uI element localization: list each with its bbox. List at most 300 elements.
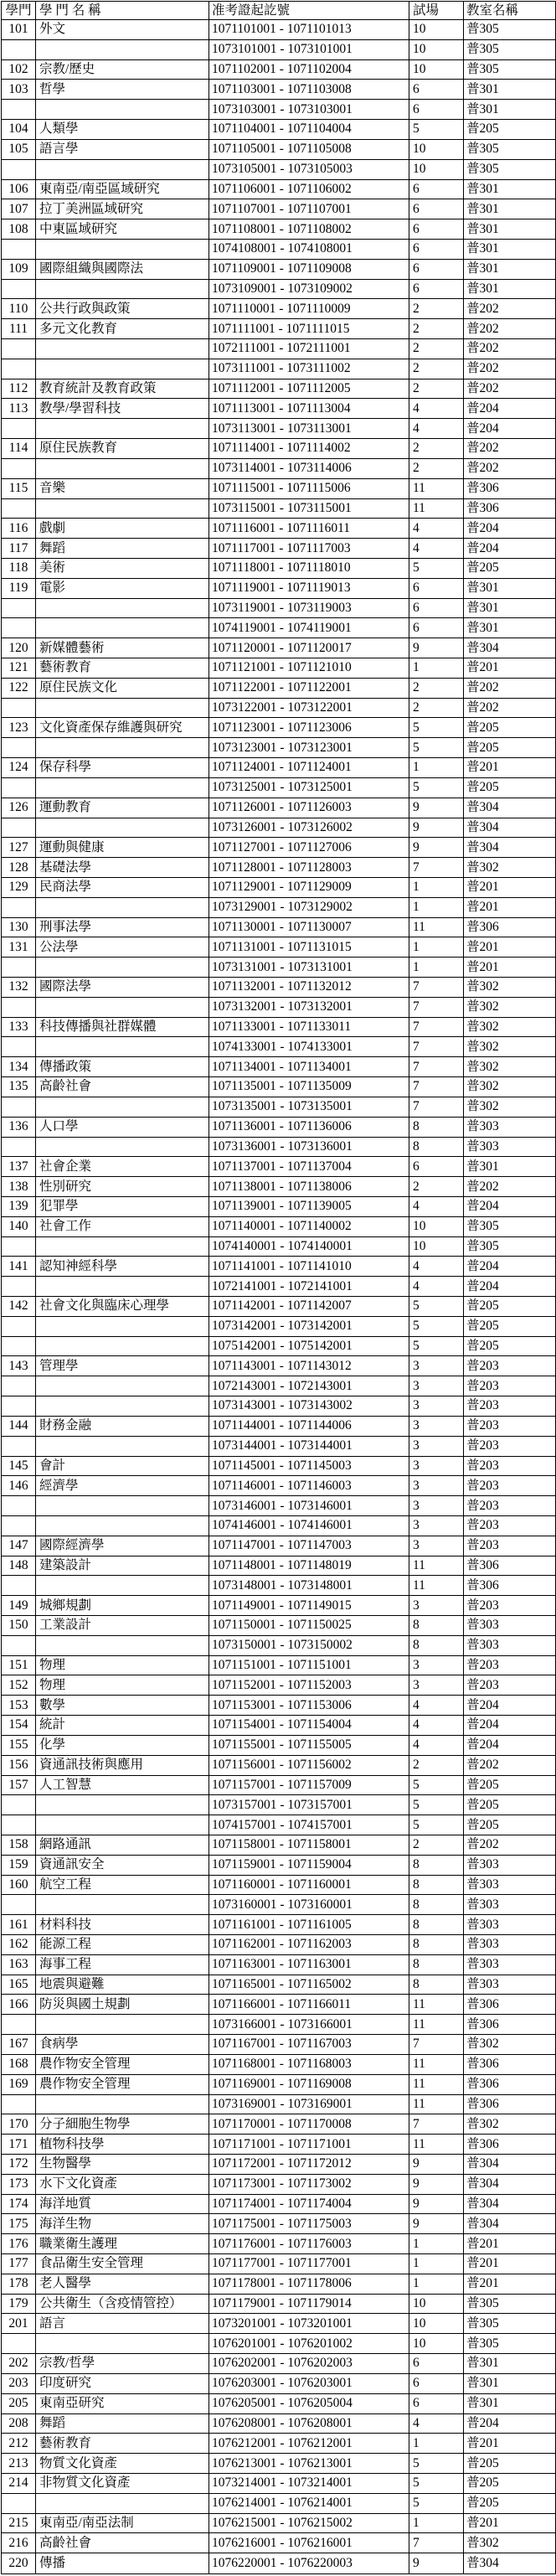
- table-row: [2, 2413, 556, 2434]
- cell-ticket-range: 1073144001 - 1073144001: [209, 1436, 409, 1456]
- cell-classroom: 普303: [464, 1875, 556, 1895]
- cell-classroom: 普301: [464, 179, 556, 199]
- cell-field-name: [36, 818, 209, 838]
- cell-field-code: 174: [2, 2194, 36, 2214]
- cell-exam-room: 6: [409, 2373, 464, 2393]
- cell-ticket-range: 1073160001 - 1073160001: [209, 1895, 409, 1915]
- table-row: [2, 439, 556, 459]
- table-row: [2, 458, 556, 478]
- cell-field-code: 108: [2, 219, 36, 240]
- cell-classroom: 普203: [464, 1596, 556, 1616]
- header-field-name: 學 門 名 稱: [36, 2, 209, 20]
- cell-exam-room: 11: [409, 917, 464, 937]
- cell-ticket-range: 1071162001 - 1071162003: [209, 1935, 409, 1955]
- cell-ticket-range: 1073169001 - 1073169001: [209, 2094, 409, 2114]
- cell-ticket-range: 1074133001 - 1074133001: [209, 1037, 409, 1057]
- cell-field-code: 201: [2, 2314, 36, 2334]
- cell-field-name: 建築設計: [36, 1556, 209, 1576]
- cell-classroom: 普302: [464, 997, 556, 1017]
- table-row: [2, 877, 556, 897]
- table-row: [2, 1775, 556, 1795]
- table-row: [2, 1416, 556, 1436]
- cell-field-code: [2, 777, 36, 798]
- table-row: [2, 120, 556, 140]
- cell-exam-room: 5: [409, 738, 464, 758]
- cell-ticket-range: 1073201001 - 1073201001: [209, 2314, 409, 2334]
- cell-field-name: 統計: [36, 1716, 209, 1736]
- cell-field-name: [36, 2334, 209, 2354]
- table-row: [2, 359, 556, 379]
- cell-field-code: 140: [2, 1216, 36, 1236]
- table-row: [2, 838, 556, 858]
- cell-classroom: 普204: [464, 1716, 556, 1736]
- cell-classroom: 普205: [464, 1316, 556, 1336]
- table-row: [2, 2094, 556, 2114]
- exam-seating-sheet: [1, 1, 555, 2574]
- cell-classroom: 普306: [464, 1576, 556, 1596]
- cell-field-code: 146: [2, 1476, 36, 1496]
- cell-field-code: 149: [2, 1596, 36, 1616]
- cell-field-code: [2, 279, 36, 299]
- table-row: [2, 2214, 556, 2234]
- cell-exam-room: 4: [409, 1735, 464, 1755]
- cell-classroom: 普202: [464, 339, 556, 359]
- cell-field-code: [2, 1277, 36, 1297]
- cell-field-code: 157: [2, 1775, 36, 1795]
- cell-field-name: 拉丁美洲區域研究: [36, 199, 209, 219]
- cell-ticket-range: 1073122001 - 1073122001: [209, 698, 409, 718]
- cell-ticket-range: 1071152001 - 1071152003: [209, 1675, 409, 1696]
- cell-exam-room: 6: [409, 80, 464, 100]
- cell-ticket-range: 1071127001 - 1071127006: [209, 838, 409, 858]
- table-row: [2, 1436, 556, 1456]
- table-row: [2, 2533, 556, 2553]
- cell-field-name: 公共行政與政策: [36, 299, 209, 319]
- cell-field-code: 166: [2, 1995, 36, 2015]
- cell-classroom: 普302: [464, 1097, 556, 1117]
- cell-field-code: 216: [2, 2533, 36, 2553]
- cell-field-code: 176: [2, 2234, 36, 2254]
- cell-classroom: 普301: [464, 2354, 556, 2374]
- cell-exam-room: 8: [409, 1117, 464, 1137]
- cell-classroom: 普204: [464, 2413, 556, 2434]
- table-row: [2, 2074, 556, 2094]
- table-row: [2, 100, 556, 120]
- table-row: [2, 738, 556, 758]
- cell-field-name: [36, 1037, 209, 1057]
- cell-field-name: 犯罪學: [36, 1196, 209, 1216]
- cell-ticket-range: 1072141001 - 1072141001: [209, 1277, 409, 1297]
- cell-field-name: 語言: [36, 2314, 209, 2334]
- table-row: [2, 1815, 556, 1835]
- cell-field-name: [36, 279, 209, 299]
- table-row: [2, 638, 556, 658]
- cell-classroom: 普301: [464, 1157, 556, 1177]
- table-row: [2, 1316, 556, 1336]
- cell-ticket-range: 1071126001 - 1071126003: [209, 798, 409, 818]
- cell-ticket-range: 1074157001 - 1074157001: [209, 1815, 409, 1835]
- cell-exam-room: 6: [409, 618, 464, 638]
- cell-classroom: 普306: [464, 2135, 556, 2155]
- cell-field-code: 205: [2, 2393, 36, 2413]
- cell-exam-room: 6: [409, 259, 464, 279]
- cell-exam-room: 4: [409, 1696, 464, 1716]
- cell-classroom: 普202: [464, 359, 556, 379]
- cell-field-name: 科技傳播與社群媒體: [36, 1017, 209, 1037]
- cell-ticket-range: 1076208001 - 1076208001: [209, 2413, 409, 2434]
- table-row: [2, 2015, 556, 2035]
- cell-exam-room: 10: [409, 2334, 464, 2354]
- table-row: [2, 1137, 556, 1157]
- cell-exam-room: 10: [409, 139, 464, 159]
- table-row: [2, 1515, 556, 1536]
- cell-field-code: [2, 1236, 36, 1257]
- cell-field-name: 物質文化資產: [36, 2454, 209, 2474]
- cell-exam-room: 11: [409, 1995, 464, 2015]
- cell-exam-room: 6: [409, 179, 464, 199]
- cell-classroom: 普301: [464, 578, 556, 598]
- cell-field-name: 老人醫學: [36, 2274, 209, 2294]
- cell-field-name: [36, 897, 209, 917]
- cell-ticket-range: 1072143001 - 1072143001: [209, 1376, 409, 1396]
- cell-ticket-range: 1071112001 - 1071112005: [209, 379, 409, 399]
- cell-classroom: 普306: [464, 2054, 556, 2074]
- cell-ticket-range: 1071130001 - 1071130007: [209, 917, 409, 937]
- cell-ticket-range: 1071114001 - 1071114002: [209, 439, 409, 459]
- cell-exam-room: 6: [409, 239, 464, 259]
- cell-classroom: 普304: [464, 798, 556, 818]
- cell-field-code: 124: [2, 758, 36, 778]
- cell-field-code: 147: [2, 1536, 36, 1556]
- table-row: [2, 279, 556, 299]
- table-row: [2, 1975, 556, 1995]
- cell-field-name: [36, 1496, 209, 1516]
- table-row: [2, 1476, 556, 1496]
- cell-ticket-range: 1076215001 - 1076215002: [209, 2513, 409, 2533]
- cell-ticket-range: 1071103001 - 1071103008: [209, 80, 409, 100]
- cell-field-code: 202: [2, 2354, 36, 2374]
- cell-ticket-range: 1071138001 - 1071138006: [209, 1177, 409, 1197]
- cell-ticket-range: 1071169001 - 1071169008: [209, 2074, 409, 2094]
- cell-field-code: [2, 1316, 36, 1336]
- table-row: [2, 818, 556, 838]
- cell-classroom: 普305: [464, 39, 556, 59]
- cell-exam-room: 6: [409, 1157, 464, 1177]
- cell-classroom: 普204: [464, 1277, 556, 1297]
- cell-ticket-range: 1071132001 - 1071132012: [209, 978, 409, 998]
- cell-ticket-range: 1071170001 - 1071170008: [209, 2114, 409, 2135]
- cell-exam-room: 6: [409, 578, 464, 598]
- cell-field-name: 職業衛生護理: [36, 2234, 209, 2254]
- cell-exam-room: 7: [409, 997, 464, 1017]
- table-row: [2, 2194, 556, 2214]
- cell-ticket-range: 1073105001 - 1073105003: [209, 159, 409, 179]
- cell-field-code: 141: [2, 1257, 36, 1277]
- cell-ticket-range: 1071146001 - 1071146003: [209, 1476, 409, 1496]
- cell-ticket-range: 1072111001 - 1072111001: [209, 339, 409, 359]
- cell-exam-room: 1: [409, 2254, 464, 2274]
- cell-ticket-range: 1071123001 - 1071123006: [209, 718, 409, 738]
- cell-exam-room: 10: [409, 59, 464, 80]
- cell-exam-room: 3: [409, 1476, 464, 1496]
- cell-ticket-range: 1076212001 - 1076212001: [209, 2434, 409, 2454]
- table-row: [2, 718, 556, 738]
- cell-ticket-range: 1073131001 - 1073131001: [209, 958, 409, 978]
- cell-field-code: 168: [2, 2054, 36, 2074]
- cell-exam-room: 4: [409, 419, 464, 439]
- cell-field-code: 126: [2, 798, 36, 818]
- cell-field-code: 159: [2, 1855, 36, 1875]
- table-row: [2, 139, 556, 159]
- table-row: [2, 917, 556, 937]
- cell-ticket-range: 1076213001 - 1076213001: [209, 2454, 409, 2474]
- cell-field-name: 管理學: [36, 1356, 209, 1376]
- table-row: [2, 1795, 556, 1815]
- table-row: [2, 1057, 556, 1077]
- table-row: [2, 2493, 556, 2513]
- cell-field-name: 傳播: [36, 2553, 209, 2574]
- cell-field-code: 101: [2, 20, 36, 40]
- cell-field-code: [2, 958, 36, 978]
- cell-field-name: 音樂: [36, 478, 209, 498]
- cell-ticket-range: 1073103001 - 1073103001: [209, 100, 409, 120]
- cell-exam-room: 7: [409, 1057, 464, 1077]
- cell-ticket-range: 1071113001 - 1071113004: [209, 399, 409, 419]
- table-row: [2, 1077, 556, 1097]
- cell-field-name: 食病學: [36, 2035, 209, 2055]
- table-row: [2, 2274, 556, 2294]
- cell-ticket-range: 1071102001 - 1071102004: [209, 59, 409, 80]
- cell-field-name: 材料科技: [36, 1915, 209, 1935]
- table-row: [2, 1954, 556, 1975]
- cell-field-name: 水下文化資產: [36, 2174, 209, 2194]
- cell-ticket-range: 1071177001 - 1071177001: [209, 2254, 409, 2274]
- cell-ticket-range: 1071168001 - 1071168003: [209, 2054, 409, 2074]
- cell-classroom: 普204: [464, 399, 556, 419]
- cell-exam-room: 1: [409, 758, 464, 778]
- table-row: [2, 1915, 556, 1935]
- cell-classroom: 普203: [464, 1416, 556, 1436]
- cell-exam-room: 8: [409, 1915, 464, 1935]
- cell-field-code: [2, 818, 36, 838]
- cell-exam-room: 2: [409, 299, 464, 319]
- cell-ticket-range: 1073157001 - 1073157001: [209, 1795, 409, 1815]
- cell-classroom: 普304: [464, 2194, 556, 2214]
- cell-exam-room: 7: [409, 2114, 464, 2135]
- cell-ticket-range: 1076220001 - 1076220003: [209, 2553, 409, 2574]
- table-row: [2, 80, 556, 100]
- cell-field-code: 152: [2, 1675, 36, 1696]
- table-row: [2, 1576, 556, 1596]
- cell-exam-room: 11: [409, 2074, 464, 2094]
- cell-classroom: 普203: [464, 1515, 556, 1536]
- cell-field-code: 123: [2, 718, 36, 738]
- header-ticket-range: 准考證起訖號: [209, 2, 409, 20]
- cell-ticket-range: 1076205001 - 1076205004: [209, 2393, 409, 2413]
- cell-field-name: [36, 1576, 209, 1596]
- cell-field-name: [36, 1277, 209, 1297]
- cell-field-name: 植物科技學: [36, 2135, 209, 2155]
- cell-exam-room: 3: [409, 1456, 464, 1476]
- cell-classroom: 普205: [464, 2493, 556, 2513]
- cell-exam-room: 3: [409, 1356, 464, 1376]
- cell-field-name: [36, 1436, 209, 1456]
- cell-classroom: 普204: [464, 1735, 556, 1755]
- cell-exam-room: 5: [409, 2473, 464, 2493]
- table-header: [2, 2, 556, 20]
- cell-field-code: 120: [2, 638, 36, 658]
- cell-field-name: [36, 1515, 209, 1536]
- cell-classroom: 普305: [464, 1236, 556, 1257]
- table-row: [2, 2135, 556, 2155]
- cell-classroom: 普304: [464, 838, 556, 858]
- cell-field-name: 文化資產保存維護與研究: [36, 718, 209, 738]
- cell-field-code: 138: [2, 1177, 36, 1197]
- table-row: [2, 1855, 556, 1875]
- cell-ticket-range: 1071119001 - 1071119013: [209, 578, 409, 598]
- table-row: [2, 2473, 556, 2493]
- cell-field-name: 語言學: [36, 139, 209, 159]
- cell-exam-room: 9: [409, 2194, 464, 2214]
- cell-field-code: [2, 419, 36, 439]
- table-row: [2, 259, 556, 279]
- cell-field-name: 高齡社會: [36, 1077, 209, 1097]
- cell-ticket-range: 1074119001 - 1074119001: [209, 618, 409, 638]
- cell-classroom: 普202: [464, 698, 556, 718]
- cell-field-name: 社會企業: [36, 1157, 209, 1177]
- cell-exam-room: 4: [409, 1277, 464, 1297]
- cell-classroom: 普303: [464, 1895, 556, 1915]
- cell-classroom: 普202: [464, 439, 556, 459]
- cell-classroom: 普301: [464, 279, 556, 299]
- cell-ticket-range: 1071179001 - 1071179014: [209, 2294, 409, 2314]
- cell-field-code: [2, 1137, 36, 1157]
- cell-exam-room: 6: [409, 199, 464, 219]
- cell-field-name: 航空工程: [36, 1875, 209, 1895]
- cell-ticket-range: 1076203001 - 1076203001: [209, 2373, 409, 2393]
- cell-classroom: 普301: [464, 80, 556, 100]
- cell-ticket-range: 1071107001 - 1071107001: [209, 199, 409, 219]
- cell-exam-room: 3: [409, 1675, 464, 1696]
- cell-exam-room: 11: [409, 2015, 464, 2035]
- cell-ticket-range: 1076216001 - 1076216001: [209, 2533, 409, 2553]
- cell-exam-room: 5: [409, 777, 464, 798]
- cell-classroom: 普306: [464, 917, 556, 937]
- cell-exam-room: 1: [409, 937, 464, 958]
- cell-exam-room: 4: [409, 1716, 464, 1736]
- cell-classroom: 普201: [464, 958, 556, 978]
- cell-ticket-range: 1071155001 - 1071155005: [209, 1735, 409, 1755]
- cell-ticket-range: 1071149001 - 1071149015: [209, 1596, 409, 1616]
- cell-exam-room: 9: [409, 638, 464, 658]
- table-row: [2, 2035, 556, 2055]
- cell-ticket-range: 1076214001 - 1076214001: [209, 2493, 409, 2513]
- cell-exam-room: 3: [409, 1436, 464, 1456]
- cell-field-code: [2, 159, 36, 179]
- cell-exam-room: 5: [409, 558, 464, 578]
- cell-field-code: 203: [2, 2373, 36, 2393]
- table-row: [2, 758, 556, 778]
- table-row: [2, 1017, 556, 1037]
- cell-exam-room: 2: [409, 339, 464, 359]
- cell-exam-room: 1: [409, 2513, 464, 2533]
- cell-classroom: 普304: [464, 2174, 556, 2194]
- cell-field-name: 人類學: [36, 120, 209, 140]
- cell-exam-room: 1: [409, 877, 464, 897]
- cell-field-code: [2, 1496, 36, 1516]
- table-row: [2, 958, 556, 978]
- cell-exam-room: 2: [409, 359, 464, 379]
- cell-classroom: 普306: [464, 2015, 556, 2035]
- cell-classroom: 普305: [464, 1216, 556, 1236]
- cell-ticket-range: 1071118001 - 1071118010: [209, 558, 409, 578]
- cell-field-code: [2, 738, 36, 758]
- cell-field-name: [36, 39, 209, 59]
- cell-ticket-range: 1071167001 - 1071167003: [209, 2035, 409, 2055]
- cell-ticket-range: 1071108001 - 1071108002: [209, 219, 409, 240]
- cell-field-name: [36, 2493, 209, 2513]
- cell-classroom: 普301: [464, 2393, 556, 2413]
- cell-field-code: 214: [2, 2473, 36, 2493]
- cell-classroom: 普304: [464, 2214, 556, 2234]
- cell-field-name: 刑事法學: [36, 917, 209, 937]
- cell-classroom: 普303: [464, 1855, 556, 1875]
- cell-ticket-range: 1073125001 - 1073125001: [209, 777, 409, 798]
- cell-classroom: 普306: [464, 1556, 556, 1576]
- cell-field-code: 173: [2, 2174, 36, 2194]
- cell-field-name: 人口學: [36, 1117, 209, 1137]
- cell-exam-room: 1: [409, 2274, 464, 2294]
- cell-exam-room: 6: [409, 598, 464, 618]
- cell-ticket-range: 1075142001 - 1075142001: [209, 1336, 409, 1356]
- cell-field-name: 原住民族教育: [36, 439, 209, 459]
- cell-classroom: 普302: [464, 1017, 556, 1037]
- cell-field-name: 外文: [36, 20, 209, 40]
- header-classroom: 教室名稱: [464, 2, 556, 20]
- cell-field-code: 142: [2, 1297, 36, 1317]
- cell-field-code: 161: [2, 1915, 36, 1935]
- cell-field-name: 防災與國土規劃: [36, 1995, 209, 2015]
- cell-field-code: 145: [2, 1456, 36, 1476]
- table-row: [2, 618, 556, 638]
- cell-field-code: 103: [2, 80, 36, 100]
- cell-field-code: [2, 1396, 36, 1417]
- cell-ticket-range: 1073129001 - 1073129002: [209, 897, 409, 917]
- cell-classroom: 普304: [464, 818, 556, 838]
- cell-field-name: 生物醫學: [36, 2154, 209, 2174]
- cell-field-name: 東南亞/南亞法制: [36, 2513, 209, 2533]
- cell-field-name: 化學: [36, 1735, 209, 1755]
- table-row: [2, 1716, 556, 1736]
- cell-ticket-range: 1074108001 - 1074108001: [209, 239, 409, 259]
- cell-ticket-range: 1071174001 - 1071174004: [209, 2194, 409, 2214]
- cell-classroom: 普205: [464, 718, 556, 738]
- cell-exam-room: 5: [409, 1775, 464, 1795]
- cell-ticket-range: 1071101001 - 1071101013: [209, 20, 409, 40]
- cell-classroom: 普302: [464, 1037, 556, 1057]
- table-row: [2, 2234, 556, 2254]
- cell-exam-room: 7: [409, 2533, 464, 2553]
- cell-exam-room: 8: [409, 1975, 464, 1995]
- cell-field-code: [2, 2094, 36, 2114]
- cell-field-name: 社會工作: [36, 1216, 209, 1236]
- table-row: [2, 419, 556, 439]
- cell-field-code: 171: [2, 2135, 36, 2155]
- table-row: [2, 1995, 556, 2015]
- cell-field-code: 105: [2, 139, 36, 159]
- cell-field-code: 134: [2, 1057, 36, 1077]
- cell-classroom: 普302: [464, 2533, 556, 2553]
